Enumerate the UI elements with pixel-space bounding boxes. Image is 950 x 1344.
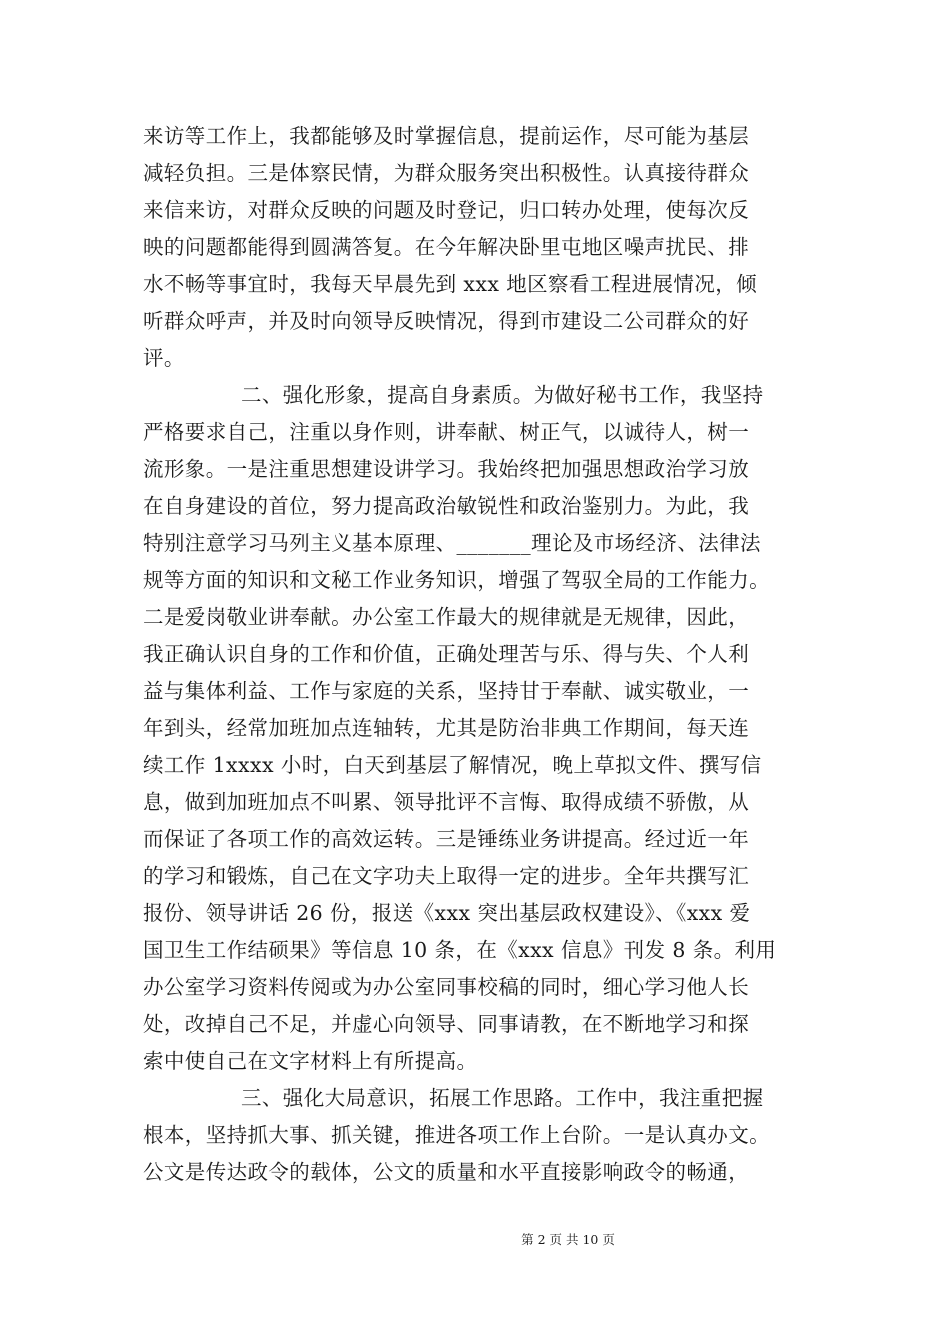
section-heading-line: 二、强化形象，提高自身素质。为做好秘书工作，我坚持 <box>241 383 764 407</box>
text-line: 续工作 1xxxx 小时，白天到基层了解情况，晚上草拟文件、撰写信 <box>143 753 762 777</box>
text-line: 映的问题都能得到圆满答复。在今年解决卧里屯地区噪声扰民、排 <box>143 235 750 259</box>
text-line: 而保证了各项工作的高效运转。三是锤练业务讲提高。经过近一年 <box>143 827 750 851</box>
text-line: 办公室学习资料传阅或为办公室同事校稿的同时，细心学习他人长 <box>143 975 750 999</box>
text-line: 来访等工作上，我都能够及时掌握信息，提前运作，尽可能为基层 <box>143 124 750 148</box>
document-body <box>143 118 809 1191</box>
text-line: 在自身建设的首位，努力提高政治敏锐性和政治鉴别力。为此，我 <box>143 494 750 518</box>
text-line: 听群众呼声，并及时向领导反映情况，得到市建设二公司群众的好 <box>143 309 750 333</box>
text-line: 益与集体利益、工作与家庭的关系，坚持甘于奉献、诚实敬业，一 <box>143 679 750 703</box>
text-line: 二是爱岗敬业讲奉献。办公室工作最大的规律就是无规律，因此， <box>143 605 750 629</box>
text-line: 年到头，经常加班加点连轴转，尤其是防治非典工作期间，每天连 <box>143 716 750 740</box>
text-line: 索中使自己在文字材料上有所提高。 <box>143 1049 478 1073</box>
text-line: 我正确认识自身的工作和价值，正确处理苦与乐、得与失、个人利 <box>143 642 750 666</box>
page-number-footer: 第 2 页 共 10 页 <box>521 1232 615 1247</box>
text-line: 流形象。一是注重思想建设讲学习。我始终把加强思想政治学习放 <box>143 457 750 481</box>
text-line: 减轻负担。三是体察民情，为群众服务突出积极性。认真接待群众 <box>143 161 750 185</box>
text-line: 特别注意学习马列主义基本原理、_______理论及市场经济、法律法 <box>143 531 761 555</box>
text-line: 国卫生工作结硕果》等信息 10 条，在《xxx 信息》刊发 8 条。利用 <box>143 938 777 962</box>
section-heading-line: 三、强化大局意识，拓展工作思路。工作中，我注重把握 <box>241 1086 764 1110</box>
text-line: 公文是传达政令的载体，公文的质量和水平直接影响政令的畅通， <box>143 1160 750 1184</box>
text-line: 评。 <box>143 346 185 370</box>
text-line: 息，做到加班加点不叫累、领导批评不言悔、取得成绩不骄傲，从 <box>143 790 750 814</box>
text-line: 处，改掉自己不足，并虚心向领导、同事请教，在不断地学习和探 <box>143 1012 750 1036</box>
text-line: 严格要求自己，注重以身作则，讲奉献、树正气，以诚待人，树一 <box>143 420 750 444</box>
text-line: 根本，坚持抓大事、抓关键，推进各项工作上台阶。一是认真办文。 <box>143 1123 770 1147</box>
text-line: 来信来访，对群众反映的问题及时登记，归口转办处理，使每次反 <box>143 198 750 222</box>
text-line: 报份、领导讲话 26 份，报送《xxx 突出基层政权建设》、《xxx 爱 <box>143 901 751 925</box>
text-line: 的学习和锻炼，自己在文字功夫上取得一定的进步。全年共撰写汇 <box>143 864 750 888</box>
text-line: 规等方面的知识和文秘工作业务知识，增强了驾驭全局的工作能力。 <box>143 568 770 592</box>
text-line: 水不畅等事宜时，我每天早晨先到 xxx 地区察看工程进展情况，倾 <box>143 272 758 296</box>
